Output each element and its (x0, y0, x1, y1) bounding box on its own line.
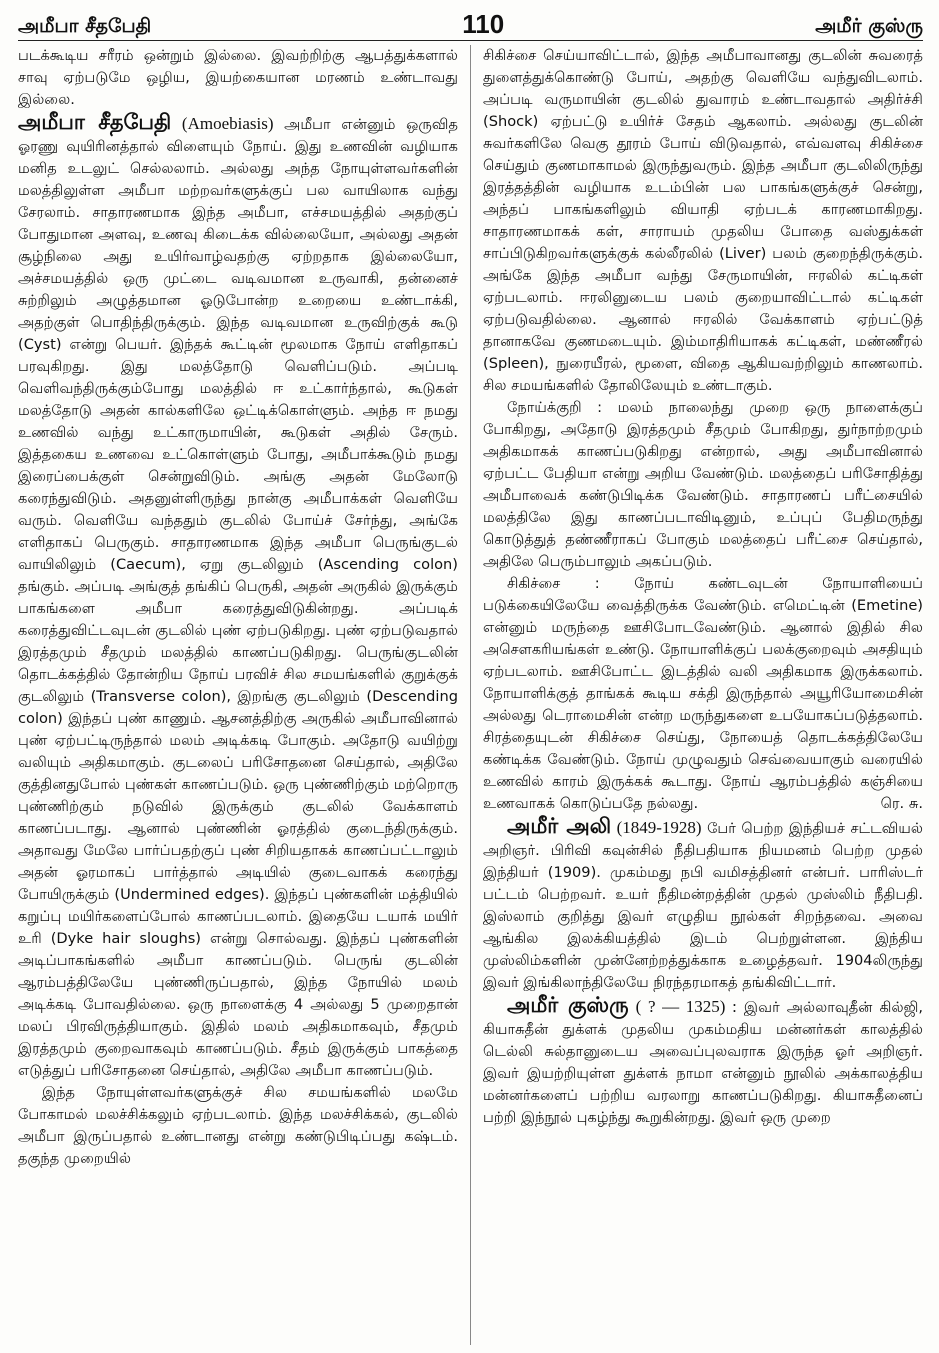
body-paragraph: சிகிச்சை செய்யாவிட்டால், இந்த அமீபாவானது குடலின் சுவரைத் துளைத்துக்கொண்டு போய், அதற்கு வெளியே வந்துவிடலாம். அப்படி வருமாயின் குடலில் துவாரம் உண்டாவதால் அதிர்ச்சி (Shock) ஏற்பட்டு உயிர்ச் சேதம் ஆகலாம். அல்லது குடலின் சுவர்களிலே வெகு தூரம் போய் விடுவதால், எவ்வளவு சிகிச்சை செய்தும் குணமாகாமல் இருந்துவரும். இந்த அமீபா குடலிலிருந்து இரத்தத்தின் வழியாக உடம்பின் பல பாகங்களுக்குச் சென்று, அந்தப் பாகங்களிலும் வியாதி ஏற்படக் காரணமாகிறது. சாதாரணமாகக் கள், சாராயம் முதலிய போதை வஸ்துக்கள் சாப்பிடுகிறவர்களுக்குக் கல்லீரலில் (Liver) பலம் குறைந்திருக்கும். அங்கே இந்த அமீபா வந்து சேருமாயின், ஈரலில் கட்டிகள் ஏற்படலாம். ஈரலினுடைய பலம் குறையாவிட்டால் கட்டிகள் ஏற்படுவதில்லை. ஆனால் ஈரலில் வேக்காளம் ஏற்பட்டுத் தானாகவே குணமடையும். இம்மாதிரியாகக் கட்டிகள், மண்ணீரல் (Spleen), நுரையீரல், மூளை, விதை ஆகியவற்றிலும் காணலாம். சில சமயங்களில் தோலிலேயும் உண்டாகும். (483, 47, 923, 394)
entry-headword: அமீர் அலி (507, 814, 612, 838)
running-head-left: அமீபா சீதபேதி (18, 15, 152, 37)
entry-amir-khusrau (483, 994, 923, 1129)
continued-paragraph: படக்கூடிய சரீரம் ஒன்றும் இல்லை. இவற்றிற்கு ஆபத்துக்களால் சாவு ஏற்படுமே ஒழிய, இயற்கையான மரணம் உண்டாவது இல்லை. (18, 47, 458, 108)
entry-amoebiasis (18, 111, 458, 1082)
page-header (18, 6, 923, 41)
symptoms-paragraph (483, 397, 923, 573)
body-paragraph: இந்த நோயுள்ளவர்களுக்குச் சில சமயங்களில் மலமே போகாமல் மலச்சிக்கலும் ஏற்படலாம். இந்த மலச்சிக்கல், குடலில் அமீபா இருப்பதால் உண்டானது என்று கண்டுபிடிப்பது கஷ்டம். தகுந்த முறையில் (18, 1084, 458, 1167)
author-initials: ரெ. சு. (880, 795, 923, 812)
text-columns (18, 45, 923, 1345)
entry-body-text: அமீபா என்னும் ஒருவித ஓரணு வுயிரினத்தால் விளையும் நோய். இது உணவின் வழியாக மனித உடலுட் செல்லலாம். அல்லது அந்த நோயுள்ளவர்களின் மலத்திலுள்ள அமீபா மற்றவர்களுக்குப் பல வாயிலாக வந்து சேரலாம். சாதாரணமாக இந்த அமீபா, எச்சமயத்தில் அதற்குப் போதுமான அளவு, உணவு கிடைக்க வில்லையோ, அல்லது அதன் சூழ்நிலை அது உயிர்வாழ்வதற்கு ஏற்றதாக இல்லையோ, அச்சமயத்தில் ஒரு முட்டை வடிவமான உருவாகி, தன்னைச் சுற்றிலும் அழுத்தமான ஓடுபோன்ற உறையை உண்டாக்கி, அதற்குள் பொதிந்திருக்கும். இந்த வடிவமான உருவிற்குக் கூடு (Cyst) என்று பெயர். இந்தக் கூட்டின் மூலமாக நோய் எளிதாகப் பரவுகிறது. இது மலத்தோடு வெளிப்படும். அப்படி வெளிவந்திருக்கும்போது மலத்தில் ஈ உட்கார்ந்தால், கூடுகள் மலத்தோடு அதன் கால்களிலே ஒட்டிக்கொள்ளும். அந்த ஈ நமது உணவில் வந்து உட்காருமாயின், கூடுகள் அதில் சேரும். இத்தகைய உணவை உட்கொள்ளும் போது, அமீபாக்கூடும் நமது இரைப்பைக்குள் சென்றுவிடும். அங்கு அதன் மேலோடு கரைந்துவிடும். அதனுள்ளிருந்து நான்கு அமீபாக்கள் வெளியே வரும். வெளியே வந்ததும் குடலில் போய்ச் சேர்ந்து, அங்கே எளிதாகப் பெருகும். சாதாரணமாக இந்த அமீபா பெருங்குடல் வாயிலிலும் (Caecum), ஏறு குடலிலும் (Ascending colon) தங்கும். அப்படி அங்குத் தங்கிப் பெருகி, அதன் அருகில் இருக்கும் பாகங்களை அமீபா கரைத்துவிடுகின்றது. அப்படிக் கரைத்துவிட்டவுடன் குடலில் புண் ஏற்படுகிறது. புண் ஏற்படுவதால் இரத்தமும் சீதமும் மலத்தில் காணப்படுகிறது. பெருங்குடலின் தொடக்கத்தில் தோன்றிய நோய் பரவிச் சில சமயங்களில் குறுக்குக் குடலிலும் (Transverse colon), இறங்கு குடலிலும் (Descending colon) இந்தப் புண் காணும். ஆசனத்திற்கு அருகில் அமீபாவினால் புண் ஏற்பட்டிருந்தால் மலம் அடிக்கடி போகும். அதோடு வயிற்று வலியும் அதிகமாகும். குடலைப் பரிசோதனை செய்தால், அதிலே குத்தினதுபோல் புண்கள் காணப்படும். ஒரு புண்ணிற்கும் மற்றொரு புண்ணிற்கும் நடுவில் இருக்கும் குடலில் வேக்காளம் காணப்படாது. ஆனால் புண்ணின் ஓரத்தில் குடைந்திருக்கும். அதாவது மேலே பார்ப்பதற்குப் புண் சிறியதாகக் காணப்பட்டாலும் அதன் ஓரமாகப் பார்த்தால் அடியில் குடைவாகக் கரைந்து போயிருக்கும் (Undermined edges). இந்தப் புண்களின் மத்தியில் கறுப்பு மயிர்களைப்போல் காணப்படலாம். இதையே டயாக் மயிர் உரி (Dyke hair sloughs) என்று சொல்வது. இந்தப் புண்களின் அடிப்பாகங்களில் அமீபா காணப்படும். பெருங் குடலின் ஆரம்பத்திலேயே புண்ணிருப்பதால், இந்த நோயில் மலம் அடிக்கடி போவதில்லை. ஒரு நாளைக்கு 4 அல்லது 5 முறைதான் மலப் பிரவிருத்தியாகும். இதில் மலம் அதிகமாகவும், சீதமும் இரத்தமும் குறைவாகவும் காணப்படும். சீதம் இருக்கும் பாகத்தை எடுத்துப் பரிசோதனை செய்தால், அதிலே அமீபா காணப்படும். (18, 116, 458, 1079)
treatment-label: சிகிச்சை : (507, 575, 600, 592)
column-divider (470, 45, 471, 1345)
entry-body-text: பேர் பெற்ற இந்தியச் சட்டவியல் அறிஞர். பிரிவி கவுன்சில் நீதிபதியாக நியமனம் பெற்ற முதல் இந்தியர் (1909). முகம்மது நபி வமிசத்தினர் என்பர். பாரிஸ்டர் பட்டம் பெற்றவர். உயர் நீதிமன்றத்தின் முதல் முஸ்லிம் நீதிபதி. இஸ்லாம் குறித்து இவர் எழுதிய நூல்கள் சிறந்தவை. அவை ஆங்கில இலக்கியத்தில் இடம் பெற்றுள்ளன. இந்திய முஸ்லிம்களின் முன்னேற்றத்துக்காக உழைத்தவர். 1904லிருந்து இவர் இங்கிலாந்திலேயே நிரந்தரமாகத் தங்கிவிட்டார். (483, 820, 923, 991)
entry-years: ( ? — 1325) : (635, 997, 737, 1016)
entry-ameer-ali (483, 815, 923, 994)
entry-years: (1849-1928) (616, 818, 702, 837)
entry-headword: அமீபா சீதபேதி (18, 110, 172, 134)
left-column (18, 45, 458, 1345)
entry-body-text: இவர் அல்லாவுதீன் கில்ஜி, கியாசுதீன் துக்ளக் முதலிய முகம்மதிய மன்னர்கள் காலத்தில் டெல்லி சுல்தானுடைய அவைப்புலவராக இருந்த ஓர் அறிஞர். இவர் இயற்றியுள்ள துக்ளக் நாமா என்னும் நூலில் அக்காலத்திய மன்னர்களைப் பற்றிய வரலாறு காணப்படுகிறது. கியாசுதீனைப் பற்றி இந்நூல் புகழ்ந்து கூறுகின்றது. இவர் ஒரு முறை (483, 999, 923, 1126)
treatment-text: நோய் கண்டவுடன் நோயாளியைப் படுக்கையிலேயே வைத்திருக்க வேண்டும். எமெட்டின் (Emetine) என்னும் மருந்தை ஊசிபோடவேண்டும். ஆனால் இதில் சில அசௌகரியங்கள் உண்டு. நோயாளிக்குப் பலக்குறைவும் அசதியும் ஏற்படலாம். ஊசிபோட்ட இடத்தில் வலி அதிகமாக இருக்கலாம். நோயாளிக்குத் தாங்கக் கூடிய சக்தி இருந்தால் அயூரியோமைசின் அல்லது டெராமைசின் என்ற மருந்துகளை உபயோகப்படுத்தலாம். சிரத்தையுடன் சிகிச்சை செய்து, நோயைத் தொடக்கத்திலேயே கண்டிக்க வேண்டும். நோய் முழுவதும் செவ்வையாகும் வரையில் உணவில் காரம் இருக்கக் கூடாது. நோய் ஆரம்பத்தில் கஞ்சியை உணவாகக் கொடுப்பதே நல்லது. (483, 575, 923, 812)
page-number: 110 (462, 9, 505, 39)
treatment-paragraph (483, 573, 923, 815)
right-column (483, 45, 923, 1345)
symptoms-label: நோய்க்குறி : (507, 399, 603, 416)
running-head-right: அமீர் குஸ்ரு (815, 15, 923, 37)
entry-headword: அமீர் குஸ்ரு (507, 993, 629, 1017)
entry-english-term: (Amoebiasis) (181, 114, 274, 133)
symptoms-text: மலம் நாலைந்து முறை ஒரு நாளைக்குப் போகிறது, அதோடு இரத்தமும் சீதமும் போகிறது, துர்நாற்றமும் அதிகமாகக் காணப்படுகிறது என்றால், அது அமீபாவினால் ஏற்பட்ட பேதியா என்று அறிய வேண்டும். மலத்தைப் பரிசோதித்து அமீபாவைக் கண்டுபிடிக்க வேண்டும். சாதாரணப் பரீட்சையில் மலத்திலே இது காணப்படாவிடினும், உப்புப் பேதிமருந்து கொடுத்துத் தண்ணீராகப் போகும் மலத்தைப் பரீட்சை செய்தால், அதிலே பெரும்பாலும் அகப்படும். (483, 399, 923, 570)
